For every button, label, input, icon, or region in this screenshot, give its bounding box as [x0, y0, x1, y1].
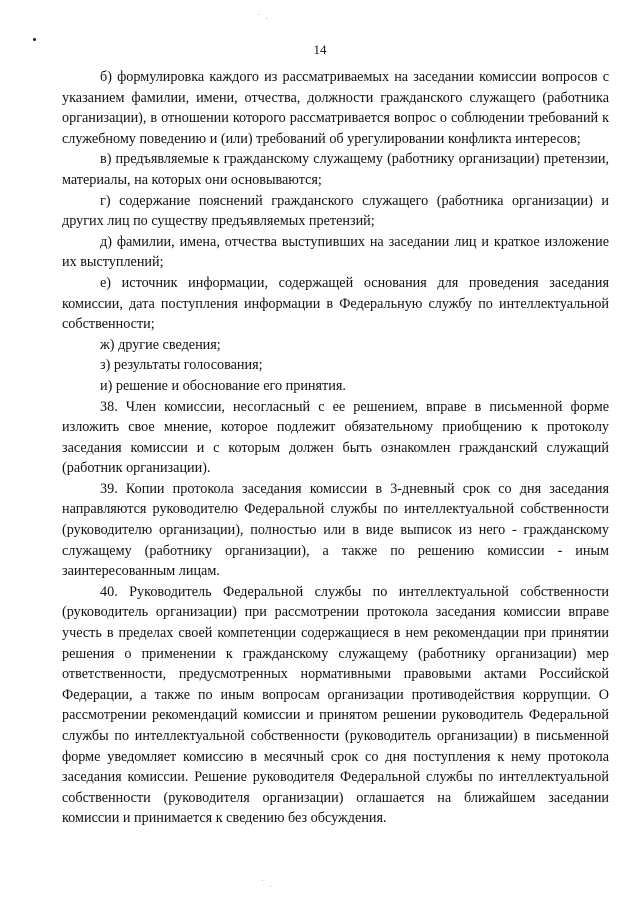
- document-body: [62, 67, 609, 829]
- paragraph-g: г) содержание пояснений гражданского служащего (работника организации) и других лиц по существу предъявляемых претензий;: [62, 192, 609, 230]
- scan-speck: [258, 14, 259, 15]
- paragraph-40: 40. Руководитель Федеральной службы по интеллектуальной собственности (руководитель организации) при рассмотрении протокола заседания комиссии вправе учесть в пределах своей компетенции содержащиеся в нем рекомендации при принятии решения о применении к гражданскому служащему (работнику организации) мер ответственности, предусмотренных нормативными правовыми актами Российской Федерации, а также по иным вопросам организации противодействия коррупции. О рассмотрении рекомендаций комиссии и принятом решении руководитель Федеральной службы по интеллектуальной собственности (руководитель организации) в письменной форме уведомляет комиссию в месячный срок со дня поступления к нему протокола заседания комиссии. Решение руководителя Федеральной службы по интеллектуальной собственности (руководителя организации) оглашается на ближайшем заседании комиссии и принимается к сведению без обсуждения.: [62, 583, 609, 827]
- scan-dot-mark: [33, 38, 36, 41]
- paragraph-d: д) фамилии, имена, отчества выступивших на заседании лиц и краткое изложение их выступлений;: [62, 233, 609, 271]
- page-number: 14: [313, 42, 327, 57]
- scan-speck: [262, 880, 263, 881]
- paragraph-i: и) решение и обоснование его принятия.: [100, 377, 346, 394]
- paragraph-38: 38. Член комиссии, несогласный с ее решением, вправе в письменной форме изложить свое мнение, которое подлежит обязательному приобщению к протоколу заседания комиссии и с которым должен быть ознакомлен гражданский служащий (работник организации).: [62, 398, 609, 477]
- scan-speck: [270, 886, 271, 887]
- paragraph-39: 39. Копии протокола заседания комиссии в 3-дневный срок со дня заседания направляются руководителю Федеральной службы по интеллектуальной собственности (руководителю организации), полностью или в виде выписок из него - гражданскому служащему (работнику организации), а также по решению комиссии - иным заинтересованным лицам.: [62, 480, 609, 580]
- paragraph-b: б) формулировка каждого из рассматриваемых на заседании комиссии вопросов с указанием фамилии, имени, отчества, должности гражданского служащего (работника организации), в отношении которого рассматривается вопрос о соблюдении требований к служебному поведению и (или) требований об урегулировании конфликта интересов;: [62, 69, 609, 147]
- paragraph-e: е) источник информации, содержащей основания для проведения заседания комиссии, дата поступления информации в Федеральную службу по интеллектуальной собственности;: [62, 274, 609, 333]
- paragraph-zh: ж) другие сведения;: [100, 336, 221, 353]
- paragraph-z: з) результаты голосования;: [100, 357, 263, 374]
- paragraph-v: в) предъявляемые к гражданскому служащему (работнику организации) претензии, материалы, на которых они основываются;: [62, 151, 609, 188]
- scan-speck: [266, 18, 267, 19]
